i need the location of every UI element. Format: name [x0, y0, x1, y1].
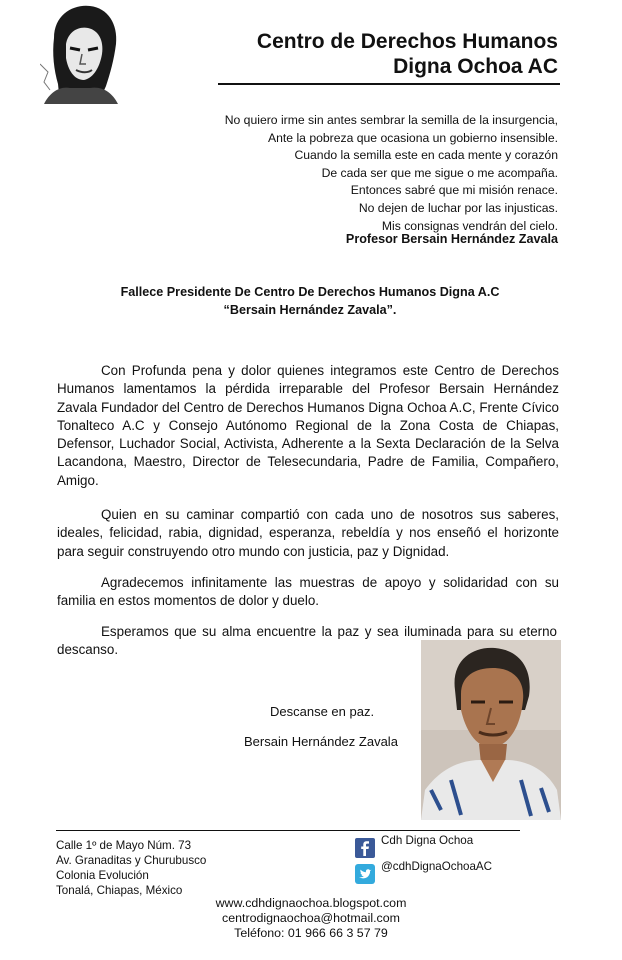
- poem-line: No quiero irme sin antes sembrar la semilla de la insurgencia,: [224, 113, 558, 127]
- twitter-handle: @cdhDignaOchoaAC: [381, 859, 493, 873]
- footer-divider: [56, 830, 520, 831]
- headline-name: “Bersain Hernández Zavala”.: [223, 303, 397, 317]
- twitter-link[interactable]: [355, 859, 493, 884]
- organization-name: Centro de Derechos Humanos: [256, 30, 558, 53]
- address-line: Calle 1º de Mayo Núm. 73: [56, 839, 192, 852]
- address-line: Av. Granaditas y Churubusco: [56, 854, 207, 867]
- website-link[interactable]: www.cdhdignaochoa.blogspot.com: [215, 896, 407, 910]
- poem-line: Ante la pobreza que ocasiona un gobierno insensible.: [267, 130, 558, 145]
- portrait-photo: [421, 640, 561, 820]
- facebook-icon: [355, 838, 375, 858]
- body-paragraph: [57, 362, 559, 490]
- footer-contact: [0, 896, 622, 941]
- paragraph-text: Esperamos que su alma encuentre la paz y sea iluminada para su eterno descanso.: [57, 624, 557, 658]
- email-link[interactable]: centrodignaochoa@hotmail.com: [222, 911, 400, 925]
- organization-logo: [40, 4, 122, 104]
- poem-author: Profesor Bersain Hernández Zavala: [345, 232, 558, 246]
- poem-line: Mis consignas vendrán del cielo.: [381, 218, 558, 233]
- address-line: Colonia Evolución: [56, 869, 149, 882]
- facebook-name: Cdh Digna Ochoa: [381, 833, 474, 847]
- poem-line: Cuando la semilla este en cada mente y corazón: [294, 148, 558, 163]
- header-divider: [218, 83, 560, 85]
- facebook-link[interactable]: [355, 833, 474, 858]
- headline: Fallece Presidente De Centro De Derechos Humanos Digna A.C: [120, 285, 500, 299]
- phone-number: Teléfono: 01 966 66 3 57 79: [234, 926, 388, 940]
- paragraph-text: Agradecemos infinitamente las muestras de apoyo y solidaridad con su familia en estos momentos de dolor y duelo.: [57, 575, 559, 609]
- body-paragraph: [57, 506, 559, 561]
- paragraph-text: Quien en su caminar compartió con cada uno de nosotros sus saberes, ideales, felicidad, rabia, dignidad, esperanza, rebeldía y nos enseñó el horizonte para seguir construyendo otro mundo con justicia, paz y Dignidad.: [57, 507, 559, 559]
- twitter-icon: [355, 864, 375, 884]
- closing-name: Bersain Hernández Zavala: [244, 734, 398, 749]
- address-line: Tonalá, Chiapas, México: [56, 884, 183, 897]
- organization-name-suffix: Digna Ochoa AC: [393, 55, 558, 78]
- poem-line: No dejen de luchar por las injusticas.: [358, 200, 558, 215]
- closing-farewell: Descanse en paz.: [270, 704, 375, 719]
- poem-line: De cada ser que me sigue o me acompaña.: [321, 165, 558, 180]
- paragraph-text: Con Profunda pena y dolor quienes integramos este Centro de Derechos Humanos lamentamos la pérdida irreparable del Profesor Bersain Hernández Zavala Fundador del Centro de Derechos Humanos Digna Ochoa A.C, Frente Cívico Tonalteco A.C y Consejo Autónomo Regional de la Zona Costa de Chiapas, Defensor, Luchador Social, Activista, Adherente a la Sexta Declaración de la Selva Lacandona, Maestro, Director de Telesecundaria, Padre de Familia, Compañero, Amigo.: [57, 363, 559, 488]
- footer-address: [56, 838, 206, 898]
- poem: [138, 112, 558, 235]
- body-paragraph: [57, 574, 559, 611]
- poem-line: Entonces sabré que mi misión renace.: [350, 183, 558, 198]
